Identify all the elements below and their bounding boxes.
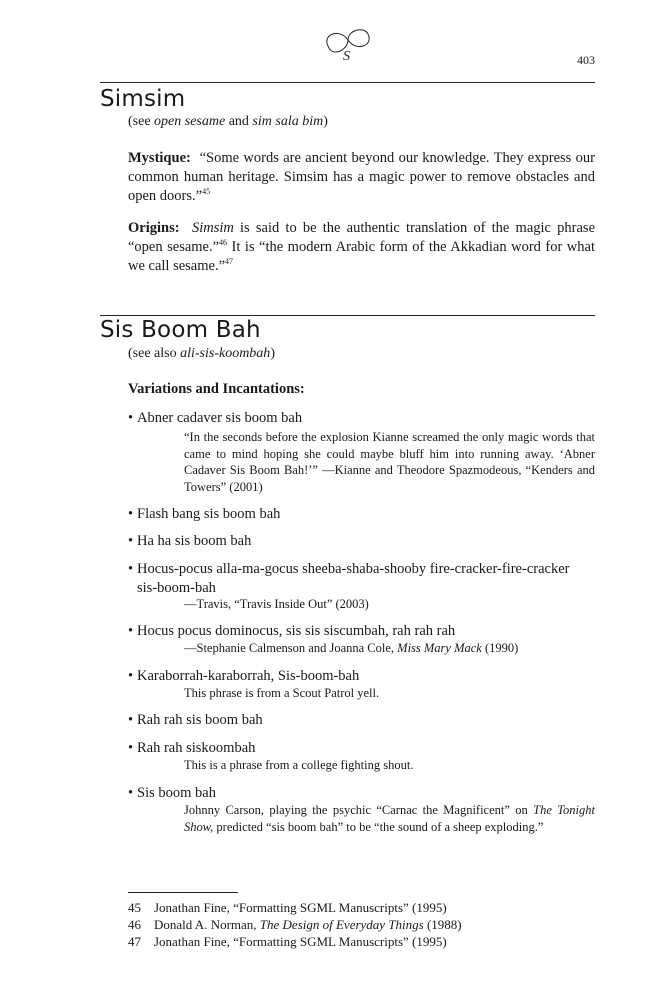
footnote: 46 Donald A. Norman, The Design of Everyday Things (1988) bbox=[128, 917, 462, 932]
item-quote: “In the seconds before the explosion Kianne screamed the only magic words that came to mind hoping she could maybe bluff him into running away. ‘Abner Cadaver Sis Boom Bah!’” —Kianne and Theodore Spazmodeous, “Kenders and Towers” (2001) bbox=[184, 430, 595, 494]
list-item: • Hocus pocus dominocus, sis sis siscumbah, rah rah rah bbox=[128, 623, 456, 639]
mystique-paragraph: Mystique: “Some words are ancient beyond our knowledge. They express our common human heritage. Simsim has a magic power to remove obstacles and open doors.”$^{45}$ bbox=[128, 150, 595, 204]
variations-heading: Variations and Incantations: bbox=[128, 381, 305, 397]
footnote: 45 Jonathan Fine, “Formatting SGML Manuscripts” (1995) bbox=[128, 900, 447, 915]
item-quote: —Stephanie Calmenson and Joanna Cole, Miss Mary Mack (1990) bbox=[184, 641, 519, 655]
entry-title-simsim: Simsim bbox=[100, 86, 186, 112]
list-item: • Rah rah sis boom bah bbox=[128, 712, 263, 728]
list-item: • Sis boom bah bbox=[128, 785, 216, 801]
ornament-letter: S bbox=[343, 49, 350, 64]
section-rule bbox=[100, 315, 595, 316]
item-quote: This phrase is from a Scout Patrol yell. bbox=[184, 686, 380, 700]
page-number: 403 bbox=[577, 53, 595, 67]
list-item: • Rah rah siskoombah bbox=[128, 740, 256, 756]
footnote-rule bbox=[128, 892, 238, 893]
item-quote: —Travis, “Travis Inside Out” (2003) bbox=[184, 597, 369, 611]
origins-paragraph: Origins: Simsim is said to be the authentic translation of the magic phrase “open sesame.”$^{46}$ It is “the modern Arabic form of the Akkadian word for what we call sesame.”$^{47}$ bbox=[128, 220, 596, 274]
see-reference-simsim: (see open sesame and sim sala bim) bbox=[128, 114, 328, 129]
list-item: • Flash bang sis boom bah bbox=[128, 506, 281, 522]
item-quote: This is a phrase from a college fighting shout. bbox=[184, 758, 414, 772]
list-item: • Ha ha sis boom bah bbox=[128, 533, 252, 549]
list-item: • Karaborrah-karaborrah, Sis-boom-bah bbox=[128, 668, 360, 684]
entry-title-sis-boom-bah: Sis Boom Bah bbox=[100, 317, 261, 343]
footnote: 47 Jonathan Fine, “Formatting SGML Manuscripts” (1995) bbox=[128, 934, 447, 949]
list-item: • Hocus-pocus alla-ma-gocus sheeba-shaba-shooby fire-cracker-fire-cracker sis-boom-bah bbox=[128, 561, 570, 596]
section-ornament bbox=[318, 24, 378, 66]
list-item: • Abner cadaver sis boom bah bbox=[128, 410, 303, 426]
item-quote: Johnny Carson, playing the psychic “Carnac the Magnificent” on The Tonight Show, predicted “sis boom bah” to be “the sound of a sheep exploding.” bbox=[184, 803, 595, 834]
see-reference-sis-boom-bah: (see also ali-sis-koombah) bbox=[128, 346, 275, 361]
top-rule bbox=[100, 82, 595, 83]
